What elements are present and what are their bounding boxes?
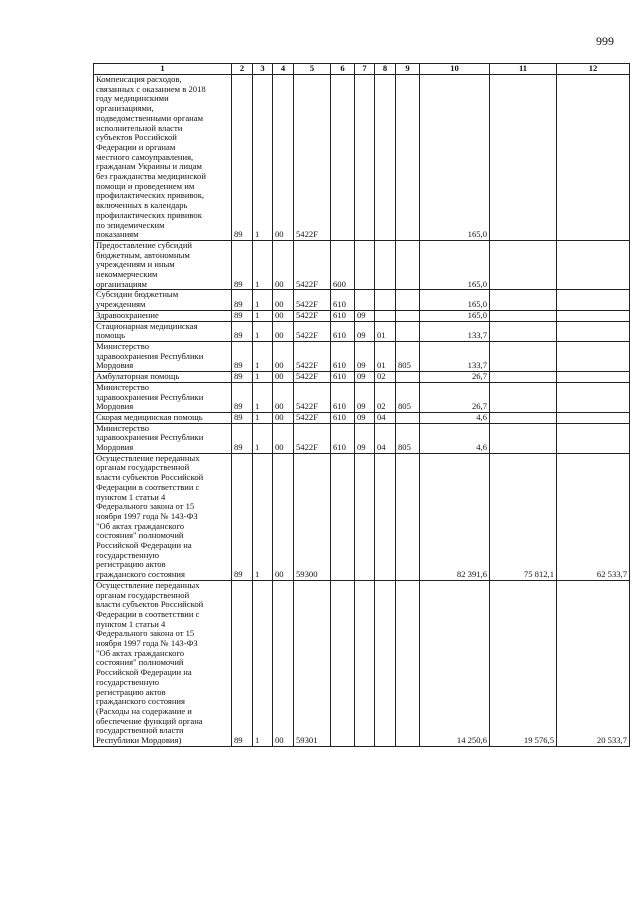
code-cell: 1 <box>253 75 273 241</box>
row-name-line: Осуществление переданных <box>96 452 200 463</box>
code-cell <box>375 240 396 290</box>
code-cell: 09 <box>355 423 375 453</box>
row-name <box>94 240 232 290</box>
code-cell: 00 <box>273 240 294 290</box>
amount-cell <box>490 321 557 341</box>
row-name-line: по эпидемическим <box>96 219 165 230</box>
code-cell <box>355 580 375 746</box>
code-cell <box>375 580 396 746</box>
amount-cell: 62 533,7 <box>557 453 630 580</box>
column-header: 12 <box>557 64 630 75</box>
row-name-line: организациями, <box>96 103 154 114</box>
amount-cell: 133,7 <box>420 341 490 371</box>
row-name-line: регистрацию актов <box>96 686 166 697</box>
code-cell: 610 <box>331 341 355 371</box>
row-name-line: Федерации в соответствии с <box>96 608 200 619</box>
code-cell: 09 <box>355 321 375 341</box>
code-cell <box>355 290 375 310</box>
amount-cell: 26,7 <box>420 372 490 383</box>
amount-cell: 26,7 <box>420 382 490 412</box>
amount-cell <box>490 382 557 412</box>
code-cell: 89 <box>232 290 253 310</box>
row-name-line: органам государственной <box>96 462 190 473</box>
code-cell: 5422F <box>294 75 331 241</box>
row-name-line: Федерации в соответствии с <box>96 481 200 492</box>
amount-cell: 75 812,1 <box>490 453 557 580</box>
column-header: 11 <box>490 64 557 75</box>
table-row <box>94 372 630 383</box>
amount-cell <box>557 75 630 241</box>
code-cell: 01 <box>375 321 396 341</box>
code-cell: 89 <box>232 453 253 580</box>
amount-cell: 165,0 <box>420 290 490 310</box>
row-name-line: показаниям <box>96 229 139 240</box>
row-name <box>94 453 232 580</box>
table-row <box>94 423 630 453</box>
amount-cell: 165,0 <box>420 75 490 241</box>
code-cell <box>331 580 355 746</box>
amount-cell <box>490 290 557 310</box>
table-row <box>94 453 630 580</box>
row-name-line: помощь <box>96 330 126 341</box>
amount-cell: 4,6 <box>420 412 490 423</box>
code-cell: 805 <box>396 341 420 371</box>
code-cell <box>396 412 420 423</box>
row-name-line: гражданам Украины и лицам <box>96 161 202 172</box>
code-cell: 1 <box>253 423 273 453</box>
code-cell: 610 <box>331 412 355 423</box>
code-cell: 610 <box>331 321 355 341</box>
code-cell: 09 <box>355 372 375 383</box>
row-name <box>94 75 232 241</box>
code-cell: 59301 <box>294 580 331 746</box>
column-header: 2 <box>232 64 253 75</box>
code-cell: 1 <box>253 310 273 321</box>
code-cell: 610 <box>331 382 355 412</box>
table-row <box>94 240 630 290</box>
code-cell: 89 <box>232 310 253 321</box>
code-cell: 89 <box>232 240 253 290</box>
row-name-line: Республики Мордовия) <box>96 735 182 746</box>
code-cell: 1 <box>253 290 273 310</box>
row-name <box>94 321 232 341</box>
code-cell <box>331 453 355 580</box>
row-name-line: Министерство <box>96 381 149 392</box>
amount-cell <box>557 423 630 453</box>
code-cell <box>355 453 375 580</box>
code-cell: 01 <box>375 341 396 371</box>
code-cell: 00 <box>273 412 294 423</box>
row-name-line: регистрацию актов <box>96 559 166 570</box>
row-name <box>94 580 232 746</box>
code-cell: 59300 <box>294 453 331 580</box>
code-cell: 1 <box>253 372 273 383</box>
code-cell <box>375 453 396 580</box>
row-name-line: государственную <box>96 676 160 687</box>
code-cell: 600 <box>331 240 355 290</box>
code-cell <box>396 580 420 746</box>
row-name-line: учреждениям и иным <box>96 259 175 270</box>
code-cell: 805 <box>396 382 420 412</box>
amount-cell: 133,7 <box>420 321 490 341</box>
row-name-line: органам государственной <box>96 589 190 600</box>
code-cell <box>355 240 375 290</box>
table-row <box>94 321 630 341</box>
row-name-line: исполнительной власти <box>96 122 183 133</box>
budget-table <box>93 63 630 747</box>
code-cell: 09 <box>355 382 375 412</box>
row-name <box>94 290 232 310</box>
row-name <box>94 382 232 412</box>
amount-cell <box>490 240 557 290</box>
amount-cell <box>557 310 630 321</box>
table-row <box>94 75 630 241</box>
row-name-line: помощи и проведением им <box>96 180 195 191</box>
table-body <box>94 75 630 747</box>
code-cell <box>396 453 420 580</box>
row-name-line: государственную <box>96 549 160 560</box>
code-cell <box>396 310 420 321</box>
row-name-line: власти субъектов Российской <box>96 599 204 610</box>
row-name-line: бюджетным, автономным <box>96 249 190 260</box>
table-row <box>94 580 630 746</box>
code-cell: 610 <box>331 310 355 321</box>
column-header: 1 <box>94 64 232 75</box>
code-cell: 00 <box>273 75 294 241</box>
code-cell: 89 <box>232 580 253 746</box>
row-name-line: Стационарная медицинская <box>96 320 198 331</box>
amount-cell <box>490 310 557 321</box>
row-name-line: местного самоуправления, <box>96 151 194 162</box>
row-name-line: Предоставление субсидий <box>96 239 193 250</box>
amount-cell: 19 576,5 <box>490 580 557 746</box>
amount-cell <box>557 321 630 341</box>
row-name-line: Мордовия <box>96 401 134 412</box>
table-row <box>94 341 630 371</box>
row-name-line: здравоохранения Республики <box>96 432 204 443</box>
row-name-line: без гражданства медицинской <box>96 171 206 182</box>
code-cell: 5422F <box>294 412 331 423</box>
column-header: 8 <box>375 64 396 75</box>
amount-cell <box>557 412 630 423</box>
amount-cell: 165,0 <box>420 310 490 321</box>
amount-cell: 4,6 <box>420 423 490 453</box>
table-row <box>94 310 630 321</box>
code-cell <box>375 75 396 241</box>
code-cell: 89 <box>232 341 253 371</box>
column-header: 6 <box>331 64 355 75</box>
row-name-line: Федерального закона от 15 <box>96 628 195 639</box>
code-cell: 00 <box>273 382 294 412</box>
row-name-line: Федерации и органам <box>96 141 176 152</box>
code-cell: 00 <box>273 372 294 383</box>
code-cell: 5422F <box>294 423 331 453</box>
code-cell: 02 <box>375 382 396 412</box>
code-cell: 04 <box>375 423 396 453</box>
amount-cell <box>557 240 630 290</box>
code-cell <box>396 372 420 383</box>
row-name-line: Министерство <box>96 422 149 433</box>
column-header: 10 <box>420 64 490 75</box>
row-name-line: пунктом 1 статьи 4 <box>96 491 166 502</box>
code-cell: 5422F <box>294 290 331 310</box>
row-name-line: Мордовия <box>96 442 134 453</box>
row-name-line: включенных в календарь <box>96 200 188 211</box>
row-name-line: субъектов Российской <box>96 132 177 143</box>
code-cell: 1 <box>253 382 273 412</box>
row-name <box>94 372 232 383</box>
code-cell: 89 <box>232 75 253 241</box>
column-header: 5 <box>294 64 331 75</box>
row-name-line: Субсидии бюджетным <box>96 289 179 300</box>
code-cell <box>355 75 375 241</box>
row-name-line: гражданского состояния <box>96 569 185 580</box>
code-cell: 1 <box>253 240 273 290</box>
row-name-line: подведомственными органам <box>96 112 204 123</box>
code-cell: 89 <box>232 412 253 423</box>
row-name-line: Министерство <box>96 340 149 351</box>
code-cell: 09 <box>355 310 375 321</box>
code-cell: 610 <box>331 423 355 453</box>
code-cell <box>375 290 396 310</box>
amount-cell <box>557 341 630 371</box>
amount-cell <box>557 382 630 412</box>
code-cell: 00 <box>273 423 294 453</box>
code-cell: 1 <box>253 341 273 371</box>
row-name-line: "Об актах гражданского <box>96 647 185 658</box>
code-cell: 1 <box>253 412 273 423</box>
row-name-line: здравоохранения Республики <box>96 350 204 361</box>
row-name-line: состояния" полномочий <box>96 657 184 668</box>
amount-cell <box>490 341 557 371</box>
table-row <box>94 290 630 310</box>
code-cell: 02 <box>375 372 396 383</box>
row-name-line: некоммерческим <box>96 269 158 280</box>
code-cell: 5422F <box>294 372 331 383</box>
amount-cell: 14 250,6 <box>420 580 490 746</box>
column-header: 9 <box>396 64 420 75</box>
code-cell: 09 <box>355 412 375 423</box>
code-cell: 00 <box>273 580 294 746</box>
amount-cell <box>490 412 557 423</box>
row-name-line: Мордовия <box>96 360 134 371</box>
row-name-line: году медицинскими <box>96 93 169 104</box>
row-name-line: Федерального закона от 15 <box>96 501 195 512</box>
row-name-line: ноября 1997 года № 143-ФЗ <box>96 510 198 521</box>
row-name-line: ноября 1997 года № 143-ФЗ <box>96 638 198 649</box>
code-cell: 610 <box>331 290 355 310</box>
code-cell <box>396 240 420 290</box>
amount-cell <box>557 372 630 383</box>
column-header: 7 <box>355 64 375 75</box>
code-cell: 89 <box>232 382 253 412</box>
code-cell: 1 <box>253 453 273 580</box>
code-cell: 1 <box>253 321 273 341</box>
code-cell: 610 <box>331 372 355 383</box>
row-name-line: "Об актах гражданского <box>96 520 185 531</box>
row-name-line: профилактических прививок <box>96 209 202 220</box>
amount-cell: 165,0 <box>420 240 490 290</box>
page-number: 999 <box>596 34 614 48</box>
amount-cell: 82 391,6 <box>420 453 490 580</box>
code-cell <box>375 310 396 321</box>
row-name-line: Скорая медицинская помощь <box>96 411 203 422</box>
table-row <box>94 412 630 423</box>
code-cell <box>396 321 420 341</box>
code-cell: 00 <box>273 321 294 341</box>
row-name-line: профилактических прививок, <box>96 190 205 201</box>
code-cell: 5422F <box>294 240 331 290</box>
row-name-line: Компенсация расходов, <box>96 74 182 84</box>
row-name-line: связанных с оказанием в 2018 <box>96 83 206 94</box>
code-cell: 5422F <box>294 321 331 341</box>
code-cell: 1 <box>253 580 273 746</box>
code-cell: 00 <box>273 453 294 580</box>
row-name-line: состояния" полномочий <box>96 530 184 541</box>
code-cell: 09 <box>355 341 375 371</box>
row-name <box>94 341 232 371</box>
row-name-line: государственной власти <box>96 725 184 736</box>
code-cell: 00 <box>273 290 294 310</box>
row-name <box>94 423 232 453</box>
code-cell: 5422F <box>294 341 331 371</box>
code-cell: 805 <box>396 423 420 453</box>
amount-cell <box>490 423 557 453</box>
amount-cell <box>490 372 557 383</box>
table-header-row <box>94 64 630 75</box>
row-name-line: Российской Федерации на <box>96 540 192 551</box>
column-header: 4 <box>273 64 294 75</box>
amount-cell <box>557 290 630 310</box>
table-row <box>94 382 630 412</box>
row-name-line: организациям <box>96 278 147 289</box>
row-name-line: власти субъектов Российской <box>96 472 204 483</box>
row-name <box>94 412 232 423</box>
code-cell: 00 <box>273 341 294 371</box>
row-name-line: Здравоохранение <box>96 309 159 320</box>
row-name-line: Амбулаторная помощь <box>96 371 180 382</box>
code-cell: 5422F <box>294 310 331 321</box>
code-cell: 00 <box>273 310 294 321</box>
row-name <box>94 310 232 321</box>
row-name-line: здравоохранения Республики <box>96 391 204 402</box>
code-cell: 89 <box>232 372 253 383</box>
amount-cell: 20 533,7 <box>557 580 630 746</box>
code-cell: 89 <box>232 321 253 341</box>
row-name-line: (Расходы на содержание и <box>96 706 192 716</box>
code-cell: 04 <box>375 412 396 423</box>
code-cell <box>396 75 420 241</box>
code-cell: 89 <box>232 423 253 453</box>
row-name-line: Российской Федерации на <box>96 667 192 678</box>
row-name-line: пунктом 1 статьи 4 <box>96 618 166 629</box>
amount-cell <box>490 75 557 241</box>
code-cell <box>331 75 355 241</box>
code-cell: 5422F <box>294 382 331 412</box>
code-cell <box>396 290 420 310</box>
column-header: 3 <box>253 64 273 75</box>
row-name-line: гражданского состояния <box>96 696 185 707</box>
row-name-line: обеспечение функций органа <box>96 715 203 726</box>
row-name-line: Осуществление переданных <box>96 579 200 590</box>
row-name-line: учреждениям <box>96 299 146 310</box>
